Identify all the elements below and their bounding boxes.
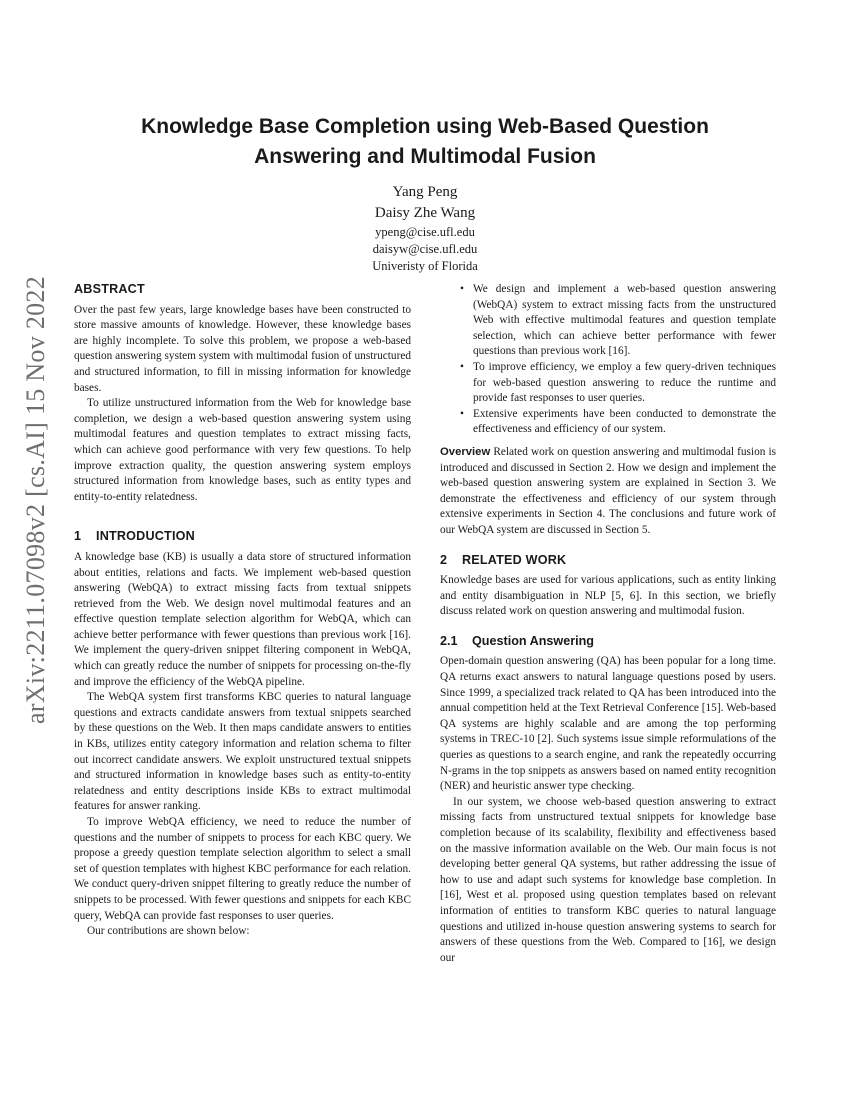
overview-paragraph [440, 445, 776, 539]
subsection-title: Question Answering [472, 633, 594, 648]
list-item: • We design and implement a web-based question answering (WebQA) system to extract missing facts from the unstructured Web with effective multimodal features and question template selection, which can achieve better performance with fewer questions than previous work [16]. [440, 282, 776, 360]
subsection-number: 2.1 [440, 633, 458, 648]
left-column [74, 282, 411, 940]
section-number: 1 [74, 529, 82, 544]
author-name-2: Daisy Zhe Wang [374, 205, 476, 221]
section-number: 2 [440, 552, 448, 567]
body-paragraph: Knowledge bases are used for various applications, such as entity linking and entity disambiguation in NLP [5, 6]. In this section, we briefly discuss related work on question answering and multimodal fusion. [440, 574, 776, 618]
arxiv-sidebar [0, 0, 70, 1100]
section-title: INTRODUCTION [96, 529, 195, 544]
title-line-1: Knowledge Base Completion using Web-Based Question [141, 115, 709, 138]
body-paragraph: A knowledge base (KB) is usually a data store of structured information about entities, relations and facts. We implement web-based question answering (WebQA) to extract missing facts from textual snippets retrieved from the Web. We design novel multimodal features and an effective question template selection algorithm for WebQA, which can achieve better performance with fewer questions than previous work [16]. We implement the query-driven snippet filtering component in WebQA, which can greatly reduce the number of snippets for processing on-the-fly and improve the efficiency of the WebQA pipeline. [74, 550, 411, 688]
section-heading-related-work [440, 553, 776, 569]
author-email-1: ypeng@cise.ufl.edu [375, 225, 475, 239]
right-column [440, 282, 776, 966]
abstract-paragraph: Over the past few years, large knowledge bases have been constructed to store massive amounts of knowledge. However, these knowledge bases are highly incomplete. To solve this problem, we propose a web-based question answering system system with multimodal fusion of unstructured and structured information, to fill in missing information for knowledge bases. [74, 303, 411, 394]
contribution-list [440, 282, 776, 438]
body-paragraph: Open-domain question answering (QA) has been popular for a long time. QA returns exact answers to natural language questions posed by users. Since 1999, a specialized track related to QA has been introduced into the annual competition held at the Text Retrieval Conference [15]. Web-based QA systems are highly scalable and are among the top performing systems in TREC-10 [2]. Such systems issue simple reformulations of the queries as questions to a search engine, and rank the repeatedly occurring N-grams in the top snippets as answers based on named entity recognition (NER) and heuristic answer type checking. [440, 655, 776, 793]
overview-label: Overview [440, 445, 491, 458]
body-paragraph: Our contributions are shown below: [87, 925, 250, 938]
author-email-2: daisyw@cise.ufl.edu [372, 242, 478, 256]
overview-text: Related work on question answering and multimodal fusion is introduced and discussed in Section 2. How we design and implement the web-based question answering system are explained in Section 3. We demonstrate the effectiveness and efficiency of our system through extensive experiments in Section 4. The conclusions and future work of our WebQA system are discussed in Section 5. [440, 445, 776, 536]
subsection-heading-question-answering [440, 634, 776, 650]
body-paragraph: The WebQA system first transforms KBC queries to natural language questions and extracts candidate answers from textual snippets searched by these questions on the Web. It then maps candidate answers to entities in KBs, utilizes entity category information and relation schema to filter out incorrect candidate answers. We exploit unstructured textual snippets and structured information in knowledge bases such as entity-to-entity relatedness and entity descriptions inside KBs to extract multimodal features for answer ranking. [74, 691, 411, 813]
section-title: RELATED WORK [462, 552, 567, 567]
section-heading-introduction [74, 529, 411, 545]
author-block [200, 182, 650, 275]
arxiv-stamp: arXiv:2211.07098v2 [cs.AI] 15 Nov 2022 [21, 275, 50, 725]
abstract-heading: ABSTRACT [74, 282, 145, 296]
list-item: • Extensive experiments have been conducted to demonstrate the effectiveness and efficiency of our system. [440, 407, 776, 438]
body-paragraph: In our system, we choose web-based question answering to extract missing facts from unstructured textual snippets for knowledge base completion because of its scalability, flexibility and effectiveness based on the massive information available on the Web. Our main focus is not developing better general QA systems, but rather addressing the issue of how to use and adapt such systems for knowledge base completion. In [16], West et al. proposed using question templates based on relevant information of entities to transform KBC queries to natural language questions and utilized in-house question answering systems to search for answers of these questions from the Web. Compared to [16], we design our [440, 795, 776, 964]
abstract-paragraph: To utilize unstructured information from the Web for knowledge base completion, we design a web-based question answering system using multimodal features and question templates to extract missing facts, which can achieve good performance with very few questions. To help improve extraction quality, the question answering system employs structured information from knowledge bases, such as entity types and entity-to-entity relatedness. [74, 397, 411, 503]
list-item: • To improve efficiency, we employ a few query-driven techniques for web-based question answering to reduce the runtime and provide fast responses to user queries. [440, 360, 776, 407]
author-name-1: Yang Peng [392, 184, 458, 200]
title-line-2: Answering and Multimodal Fusion [254, 145, 596, 168]
body-paragraph: To improve WebQA efficiency, we need to reduce the number of questions and the number of snippets to process for each KBC query. We propose a greedy question template selection algorithm to select a small set of question templates with highest KBC performance for each relation. We conduct query-driven snippet filtering to greatly reduce the number of snippets to be processed. With fewer questions and snippets for each KBC query, WebQA can provide fast responses to user queries. [74, 816, 411, 922]
paper-title [80, 112, 770, 172]
author-affiliation: Univeristy of Florida [372, 259, 478, 273]
